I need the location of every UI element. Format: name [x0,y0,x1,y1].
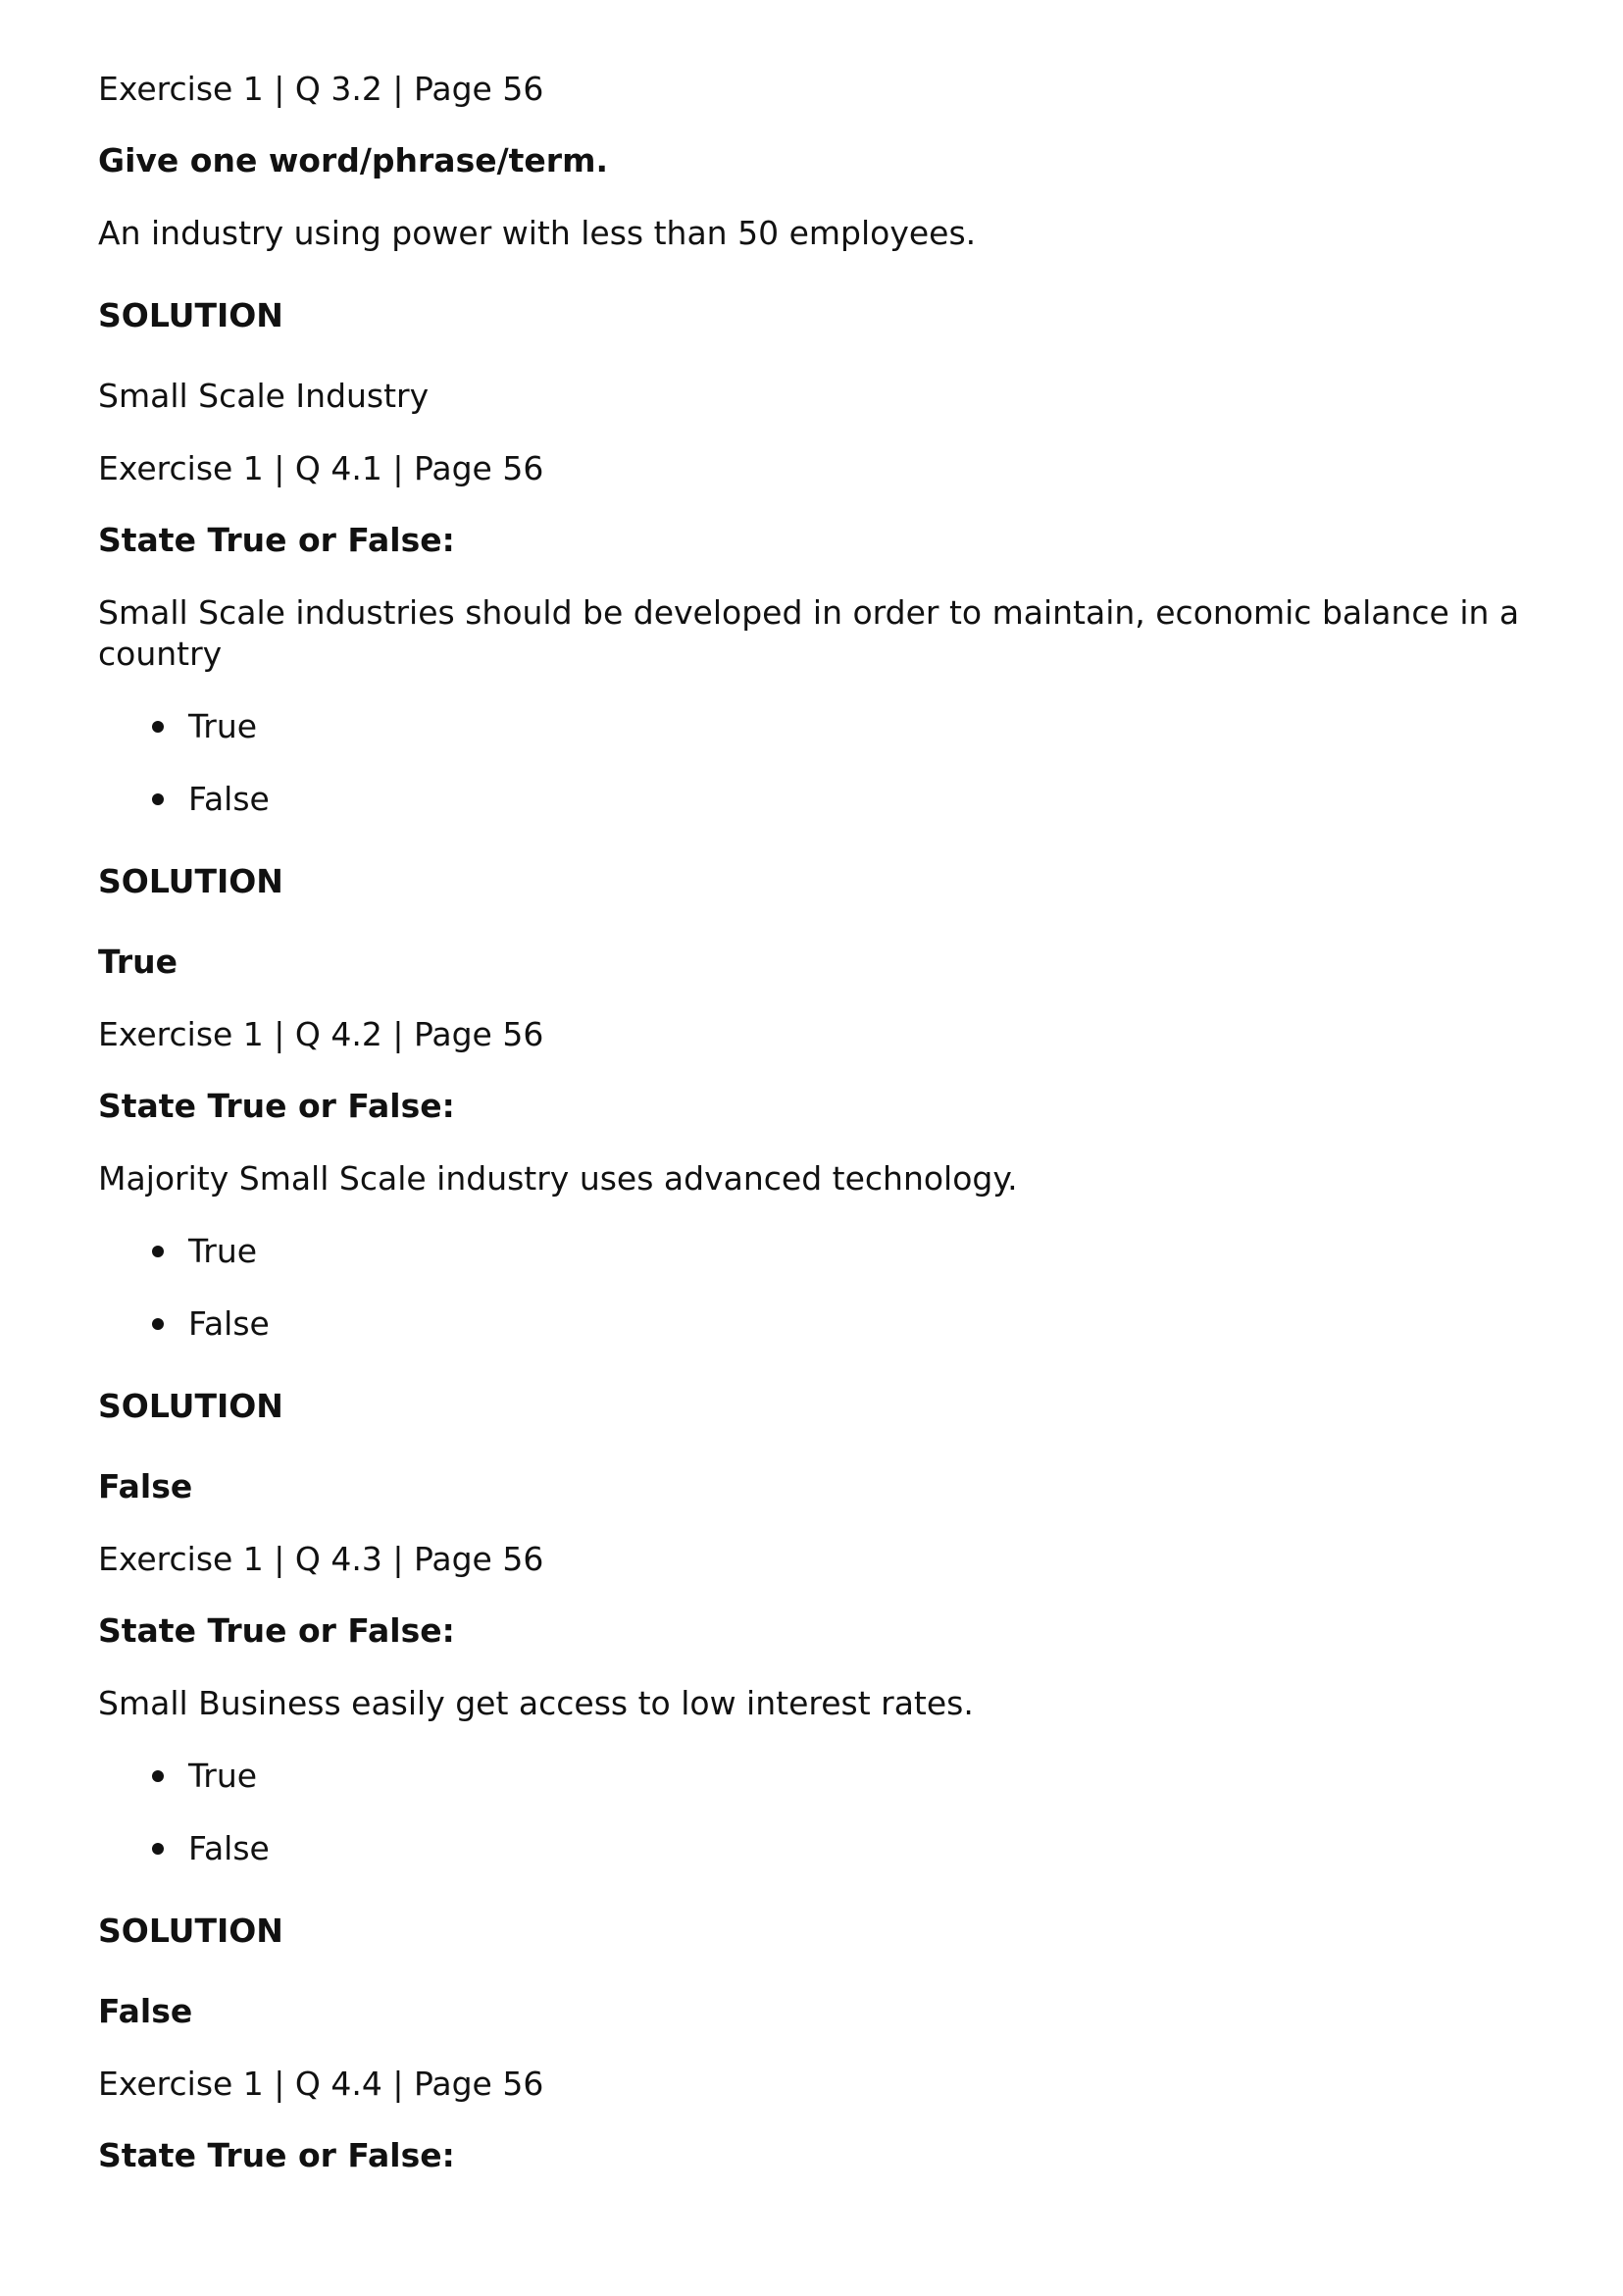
bullet-icon [152,721,164,733]
question-instruction: State True or False: [98,1087,455,1125]
exercise-reference: Exercise 1 | Q 4.1 | Page 56 [98,449,544,487]
document-page [98,69,1525,2208]
option-label: False [188,1304,270,1343]
bullet-icon [152,1843,164,1855]
question-text: Majority Small Scale industry uses advanced technology. [98,1159,1018,1198]
question-block [98,69,1525,417]
question-block [98,1539,1525,2032]
option-item [98,1828,1525,1869]
option-label: False [188,780,270,818]
options-list [98,1231,1525,1345]
exercise-reference: Exercise 1 | Q 4.2 | Page 56 [98,1015,544,1053]
solution-answer: False [98,1467,193,1505]
question-instruction: State True or False: [98,2136,455,2174]
bullet-icon [152,1770,164,1782]
options-list [98,1756,1525,1869]
exercise-reference: Exercise 1 | Q 4.4 | Page 56 [98,2065,544,2103]
question-block [98,2064,1525,2176]
option-label: True [188,707,258,745]
exercise-reference: Exercise 1 | Q 4.3 | Page 56 [98,1540,544,1578]
question-instruction: State True or False: [98,521,455,559]
option-item [98,1756,1525,1797]
question-block [98,1014,1525,1507]
solution-label: SOLUTION [98,862,283,900]
solution-label: SOLUTION [98,1912,283,1950]
solution-label: SOLUTION [98,1387,283,1425]
solution-answer: False [98,1992,193,2030]
option-item [98,1231,1525,1272]
option-item [98,1303,1525,1345]
solution-answer: True [98,943,178,981]
exercise-reference: Exercise 1 | Q 3.2 | Page 56 [98,70,544,108]
option-item [98,706,1525,747]
option-label: True [188,1232,258,1270]
option-item [98,779,1525,820]
question-text: An industry using power with less than 50 employees. [98,214,977,252]
option-label: False [188,1829,270,1867]
question-text: Small Business easily get access to low interest rates. [98,1684,974,1722]
question-block [98,448,1525,983]
question-instruction: State True or False: [98,1611,455,1650]
solution-answer: Small Scale Industry [98,377,430,415]
option-label: True [188,1757,258,1795]
options-list [98,706,1525,820]
question-text: Small Scale industries should be developed in order to maintain, economic balance in a country [98,593,1520,673]
solution-label: SOLUTION [98,296,283,334]
bullet-icon [152,1246,164,1257]
question-instruction: Give one word/phrase/term. [98,141,609,179]
bullet-icon [152,1318,164,1330]
bullet-icon [152,793,164,805]
